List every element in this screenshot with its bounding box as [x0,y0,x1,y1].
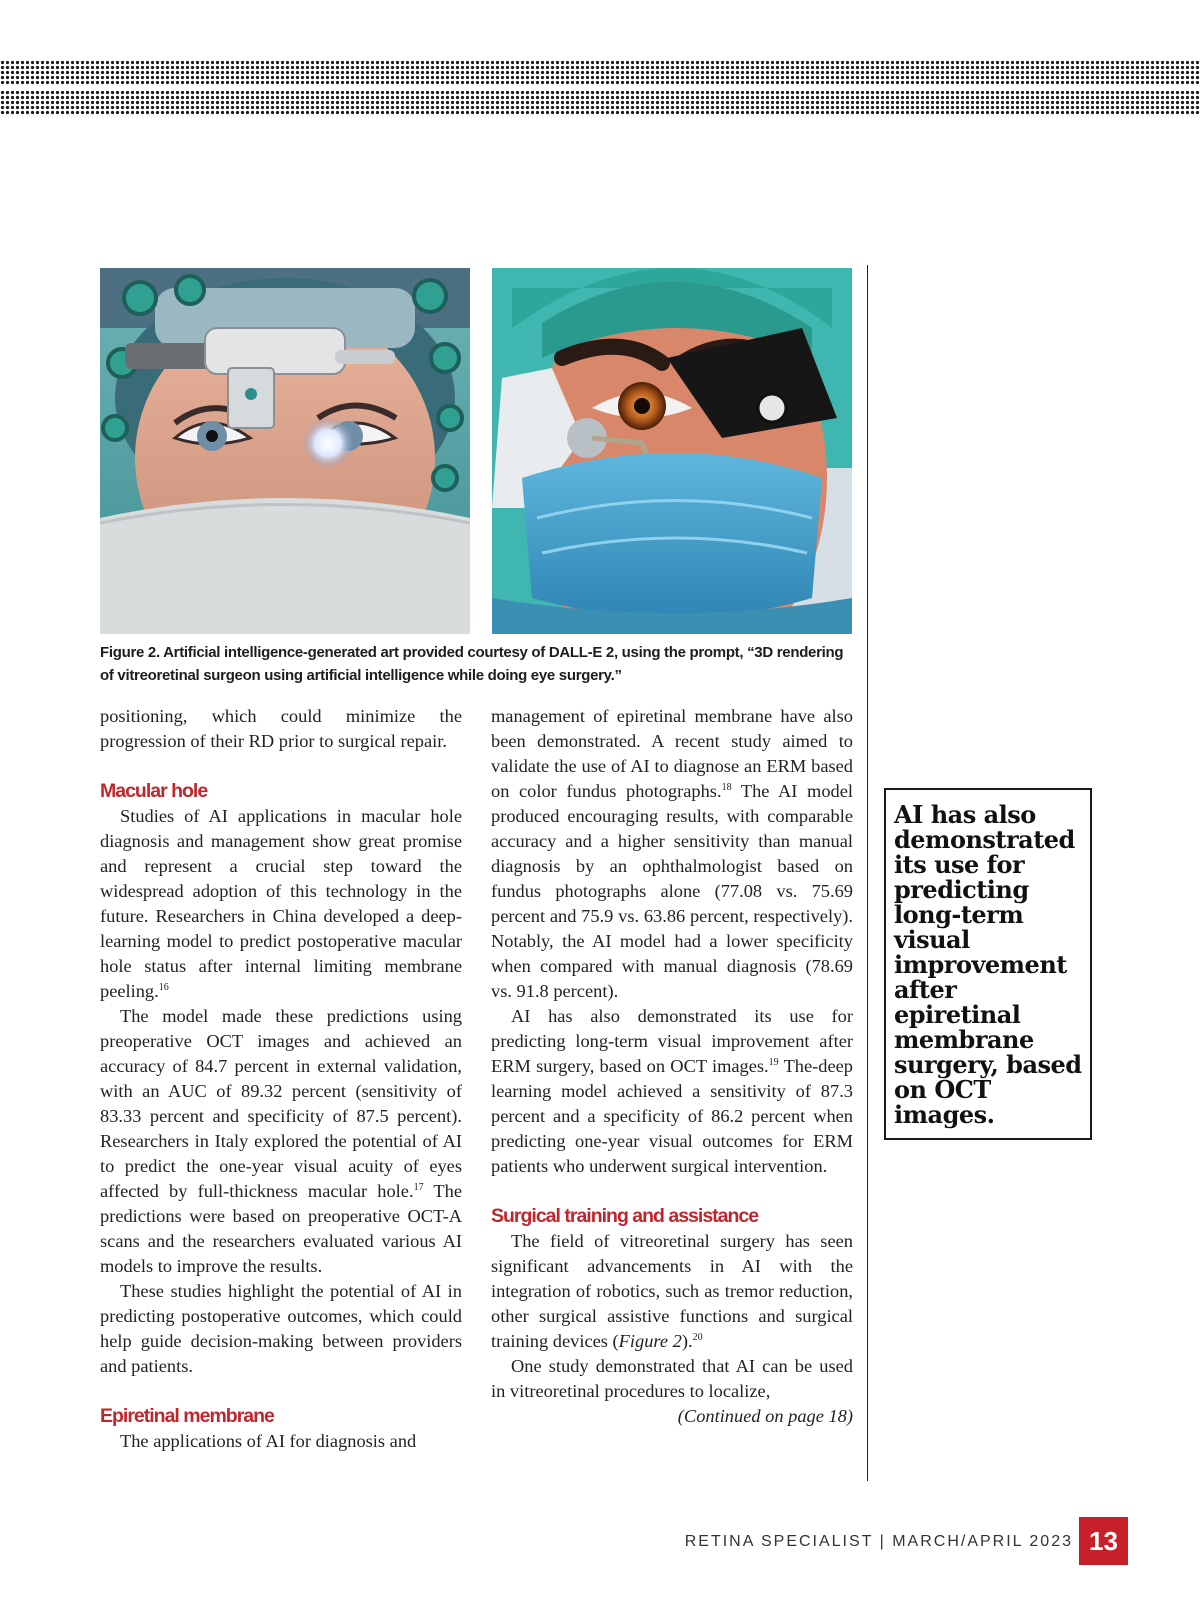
article-column-2 [491,704,853,1429]
running-footer: RETINA SPECIALIST | MARCH/APRIL 2023 [684,1533,1073,1550]
paragraph: The applications of AI for diagnosis and [120,1431,417,1451]
figure-image-ai-surgeon-left [100,268,470,634]
paragraph: The field of vitreoretinal surgery has seen significant advancements in AI with the integration of robotics, such as tremor reduction, other surgical assistive functions and surgical training devices (Figure 2).$^{20}$ [491,1231,853,1351]
paragraph: One study demonstrated that AI can be used in vitreoretinal procedures to localize, [491,1356,853,1401]
paragraph: AI has also demonstrated its use for predicting long-term visual improvement after ERM surgery, based on OCT images.$^{19}$ The-deep learning model achieved a sensitivity of 87.3 percent and a specificity of 86.2 percent when predicting one-year visual outcomes for ERM patients who underwent surgical intervention. [491,1006,854,1176]
section-heading-epiretinal-membrane: Epiretinal membrane [100,1405,274,1427]
decorative-dot-band-bottom [0,90,1200,116]
paragraph: The model made these predictions using preoperative OCT images and achieved an accuracy of 84.7 percent in external validation, with an AUC of 89.32 percent (sensitivity of 83.33 percent and specificity of 87.5 percent). Researchers in Italy explored the potential of AI to predict the one-year visual acuity of eyes affected by full-thickness macular hole.$^{17}$ The predictions were based on preoperative OCT-A scans and the researchers evaluated various AI models to improve the results. [100,1006,462,1276]
figure-image-ai-surgeon-right [492,268,852,634]
section-heading-surgical-training: Surgical training and assistance [491,1205,759,1227]
reference-20: 20 [692,1331,703,1343]
reference-16: 16 [158,981,169,993]
page-number-badge: 13 [1079,1517,1128,1565]
figure-caption: Figure 2. Artificial intelligence-generated art provided courtesy of DALL-E 2, using the prompt, “3D rendering of vitreoretinal surgeon using artificial intelligence while doing eye surgery.” [100,644,844,684]
column-divider [867,265,868,1481]
decorative-dot-band-top [0,60,1200,86]
paragraph: positioning, which could minimize the progression of their RD prior to surgical repair. [100,706,462,751]
reference-18: 18 [721,781,732,793]
paragraph: Studies of AI applications in macular hole diagnosis and management show great promise and represent a crucial step toward the widespread adoption of this technology in the future. Researchers in China developed a deep-learning model to predict postoperative macular hole status after internal limiting membrane peeling.$^{16}$ [100,806,462,1001]
paragraph: These studies highlight the potential of AI in predicting postoperative outcomes, which could help guide decision-making between providers and patients. [100,1281,462,1376]
continued-on-page: (Continued on page 18) [677,1406,853,1426]
pull-quote: AI has also demonstrated its use for predicting long-term visual improvement after epiretinal membrane surgery, based on OCT images. [884,788,1092,1140]
reference-19: 19 [768,1056,779,1068]
figure-reference: Figure 2 [618,1331,682,1351]
section-heading-macular-hole: Macular hole [100,780,208,802]
article-column-1 [100,704,462,1454]
paragraph: management of epiretinal membrane have also been demonstrated. A recent study aimed to validate the use of AI to diagnose an ERM based on color fundus photographs.$^{18}$ The AI model produced encouraging results, with comparable accuracy and a higher sensitivity than manual diagnosis by an ophthalmologist based on fundus photographs alone (77.08 vs. 75.69 percent and 75.9 vs. 63.86 percent, respectively). Notably, the AI model had a lower specificity when compared with manual diagnosis (78.69 vs. 91.8 percent). [491,706,853,1001]
reference-17: 17 [413,1181,424,1193]
